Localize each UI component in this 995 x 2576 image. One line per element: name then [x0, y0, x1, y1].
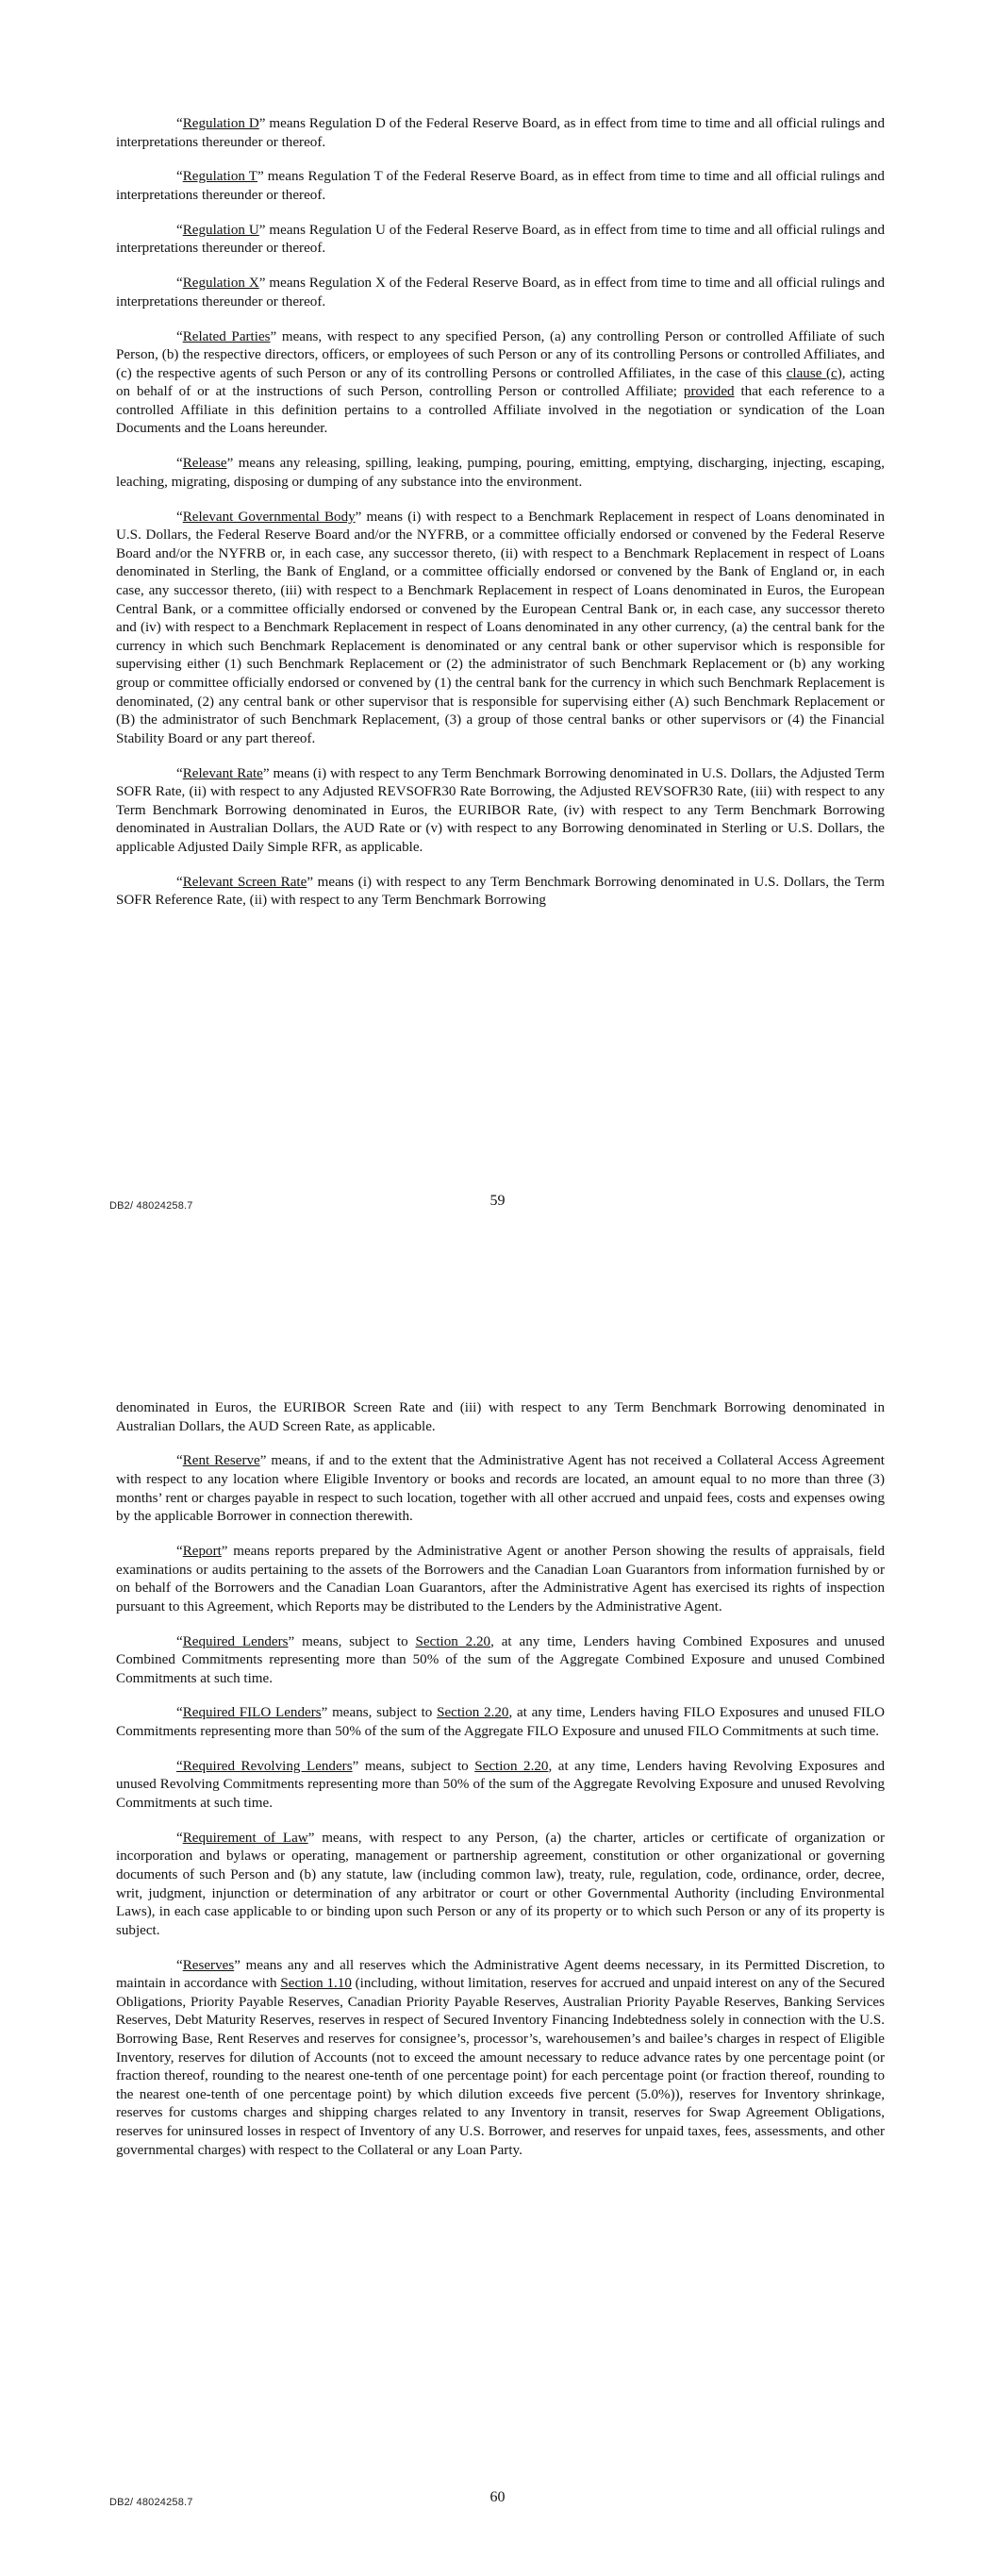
document-id: DB2/ 48024258.7	[109, 1200, 193, 1212]
defined-term: Requirement of Law	[182, 1830, 308, 1846]
definition-related-parties: “Related Parties” means, with respect to any specified Person, (a) any controlling Person or controlled Affiliate of such Person, (b) the respective directors, officers, or employees of such Person or any of its controlling Persons or controlled Affiliates, and (c) the respective agents of such Person or any of its controlling Persons or controlled Affiliates, in the case of this clause (c), acting on behalf of or at the instructions of such Person, controlling Person or controlled Affiliate; provided that each reference to a controlled Affiliate in this definition pertains to a controlled Affiliate involved in the negotiation or syndication of the Loan Documents and the Loans hereunder.	[116, 328, 885, 437]
defined-term: Relevant Rate	[182, 765, 263, 781]
definition-regulation-x: “Regulation X” means Regulation X of the Federal Reserve Board, as in effect from time to time and all official rulings and interpretations thereunder or thereof.	[116, 276, 885, 309]
definition-required-filo-lenders: “Required FILO Lenders” means, subject to Section 2.20, at any time, Lenders having FILO Exposures and unused FILO Commitments representing more than 50% of the sum of the Aggregate FILO Exposure and unused FILO Commitments at such time.	[116, 1705, 885, 1740]
page-body	[116, 1399, 885, 2160]
defined-term: Regulation D	[182, 116, 259, 131]
definition-reserves: “Reserves” means any and all reserves which the Administrative Agent deems necessary, in its Permitted Discretion, to maintain in accordance with Section 1.10 (including, without limitation, reserves for accrued and unpaid interest on any of the Secured Obligations, Priority Payable Reserves, Canadian Priority Payable Reserves, Australian Priority Payable Reserves, Banking Services Reserves, Debt Maturity Reserves, reserves in respect of Secured Inventory Financing Indebtedness solely in connection with the U.S. Borrowing Base, Rent Reserves and reserves for consignee’s, processor’s, warehousemen’s and bailee’s charges in respect of Eligible Inventory, reserves for dilution of Accounts (not to exceed the amount necessary to reduce advance rates by one percentage point (or fraction thereof, rounding to the nearest one-tenth of one percentage point) for each percentage point (or fraction thereof, rounding to the nearest one-tenth of one percentage point) by which dilution exceeds five percent (5.0%)), reserves for Inventory shrinkage, reserves for customs charges and shipping charges related to any Inventory in transit, reserves for Swap Agreement Obligations, reserves for uninsured losses in respect of Inventory of any U.S. Borrower, and reserves for unpaid taxes, fees, assessments, and other governmental charges) with respect to the Collateral or any Loan Party.	[116, 1957, 885, 2158]
definition-rent-reserve: “Rent Reserve” means, if and to the extent that the Administrative Agent has not received a Collateral Access Agreement with respect to any location where Eligible Inventory or books and records are located, an amount equal to no more than three (3) months’ rent or charges payable in respect to such location, together with all other accrued and unpaid fees, costs and expenses owing by the applicable Borrower in connection therewith.	[116, 1453, 885, 1525]
definition-relevant-rate: “Relevant Rate” means (i) with respect to any Term Benchmark Borrowing denominated in U.S. Dollars, the Adjusted Term SOFR Rate, (ii) with respect to any Adjusted REVSOFR30 Rate Borrowing, the Adjusted REVSOFR30 Rate, (iii) with respect to any Term Benchmark Borrowing denominated in Euros, the EURIBOR Rate, (iv) with respect to any Term Benchmark Borrowing denominated in Australian Dollars, the AUD Rate or (v) with respect to any Borrowing denominated in Sterling or U.S. Dollars, the applicable Adjusted Daily Simple RFR, as applicable.	[116, 765, 885, 855]
page-number: 59	[489, 1193, 506, 1209]
definition-release: “Release” means any releasing, spilling, leaking, pumping, pouring, emitting, emptying, discharging, injecting, escaping, leaching, migrating, disposing or dumping of any substance into the environment.	[116, 456, 885, 490]
page-60	[0, 1288, 995, 2576]
defined-term: Required FILO Lenders	[182, 1705, 322, 1721]
definition-regulation-u: “Regulation U” means Regulation U of the Federal Reserve Board, as in effect from time to time and all official rulings and interpretations thereunder or thereof.	[116, 222, 885, 257]
section-reference: Section 1.10	[280, 1976, 352, 1992]
defined-term: Regulation X	[182, 276, 259, 292]
defined-term: Relevant Governmental Body	[182, 509, 356, 525]
defined-term: Required Lenders	[182, 1633, 289, 1649]
defined-term: Related Parties	[182, 328, 271, 344]
defined-term: “Required Revolving Lenders	[176, 1758, 353, 1774]
document-id: DB2/ 48024258.7	[109, 2497, 193, 2508]
proviso-reference: provided	[683, 384, 735, 400]
definition-requirement-of-law: “Requirement of Law” means, with respect to any Person, (a) the charter, articles or certificate of organization or incorporation and bylaws or operating, management or partnership agreement, constitution or other organizational or governing documents of such Person and (b) any statute, law (including common law), treaty, rule, regulation, code, ordinance, order, decree, writ, judgment, injunction or determination of any arbitrator or court or other Governmental Authority (including Environmental Laws), in each case applicable to or binding upon such Person or any of its property or to which such Person or any of its property is subject.	[116, 1830, 885, 1938]
page-body	[116, 115, 885, 911]
definition-regulation-d: “Regulation D” means Regulation D of the Federal Reserve Board, as in effect from time to time and all official rulings and interpretations thereunder or thereof.	[116, 116, 885, 150]
section-reference: Section 2.20	[437, 1705, 509, 1721]
definition-required-revolving-lenders: “Required Revolving Lenders” means, subject to Section 2.20, at any time, Lenders having Revolving Exposures and unused Revolving Commitments representing more than 50% of the sum of the Aggregate Revolving Exposure and unused Revolving Commitments at such time.	[116, 1758, 885, 1812]
definition-regulation-t: “Regulation T” means Regulation T of the Federal Reserve Board, as in effect from time to time and all official rulings and interpretations thereunder or thereof.	[116, 169, 885, 203]
defined-term: Reserves	[182, 1957, 235, 1973]
section-reference: Section 2.20	[474, 1758, 549, 1774]
continued-text: denominated in Euros, the EURIBOR Screen Rate and (iii) with respect to any Term Benchmark Borrowing denominated in Australian Dollars, the AUD Screen Rate, as applicable.	[116, 1400, 885, 1434]
defined-term: Report	[182, 1543, 222, 1559]
definition-report: “Report” means reports prepared by the Administrative Agent or another Person showing the results of appraisals, field examinations or audits pertaining to the assets of the Borrowers and the Canadian Loan Guarantors from information furnished by or on behalf of the Borrowers and the Canadian Loan Guarantors, after the Administrative Agent has exercised its rights of inspection pursuant to this Agreement, which Reports may be distributed to the Lenders by the Administrative Agent.	[116, 1543, 885, 1614]
clause-reference: clause (c)	[786, 365, 842, 381]
page-number: 60	[489, 2489, 506, 2505]
defined-term: Regulation U	[182, 222, 259, 238]
defined-term: Release	[182, 456, 227, 472]
definition-required-lenders: “Required Lenders” means, subject to Section 2.20, at any time, Lenders having Combined Exposures and unused Combined Commitments representing more than 50% of the sum of the Aggregate Combined Exposure and unused Combined Commitments at such time.	[116, 1633, 885, 1686]
section-reference: Section 2.20	[415, 1633, 491, 1649]
definition-relevant-governmental-body: “Relevant Governmental Body” means (i) with respect to a Benchmark Replacement in respect of Loans denominated in U.S. Dollars, the Federal Reserve Board and/or the NYFRB, or a committee officially endorsed or convened by the Federal Reserve Board and/or the NYFRB or, in each case, any successor thereto, (ii) with respect to a Benchmark Replacement in respect of Loans denominated in Sterling, the Bank of England, or a committee officially endorsed or convened by the Bank of England or, in each case, any successor thereto, (iii) with respect to a Benchmark Replacement in respect of Loans denominated in Euros, the European Central Bank, or a committee officially endorsed or convened by the European Central Bank or, in each case, any successor thereto and (iv) with respect to a Benchmark Replacement in respect of Loans denominated in any other currency, (a) the central bank for the currency in which such Benchmark Replacement is denominated or any central bank or other supervisor which is responsible for supervising either (1) such Benchmark Replacement or (2) the administrator of such Benchmark Replacement or (b) any working group or committee officially endorsed or convened by (1) the central bank for the currency in which such Benchmark Replacement is denominated, (2) any central bank or other supervisor that is responsible for supervising either (A) such Benchmark Replacement or (B) the administrator of such Benchmark Replacement, (3) a group of those central banks or other supervisors or (4) the Financial Stability Board or any part thereof.	[116, 509, 886, 746]
defined-term: Relevant Screen Rate	[182, 874, 307, 890]
definition-relevant-screen-rate: “Relevant Screen Rate” means (i) with respect to any Term Benchmark Borrowing denominated in U.S. Dollars, the Term SOFR Reference Rate, (ii) with respect to any Term Benchmark Borrowing	[116, 874, 886, 909]
defined-term: Rent Reserve	[182, 1453, 260, 1469]
defined-term: Regulation T	[182, 169, 257, 185]
